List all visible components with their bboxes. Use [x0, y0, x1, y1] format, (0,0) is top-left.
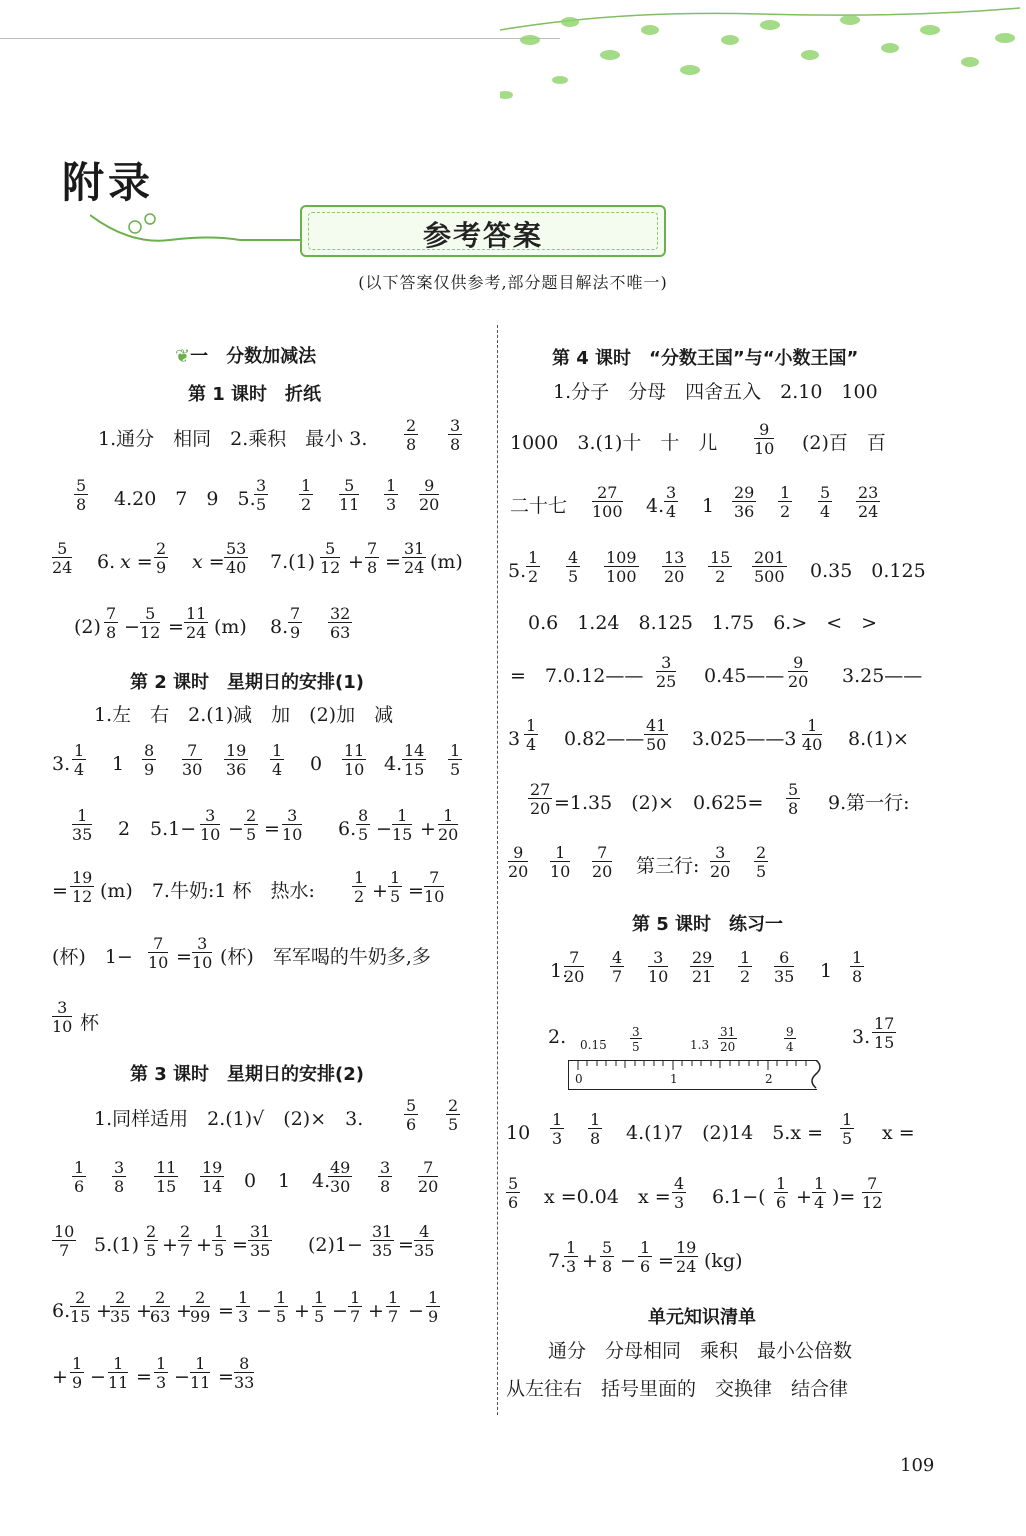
banner-title: 参考答案 — [422, 219, 543, 252]
page-title: 附录 — [62, 158, 155, 207]
lesson-4-title: 第 4 课时 “分数王国”与“小数王国” — [552, 348, 859, 369]
page-number: 109 — [900, 1455, 935, 1476]
answers-banner — [300, 205, 666, 257]
l4-row-5: 0.6 1.24 8.125 1.75 6.> < > — [528, 612, 878, 634]
lesson-5-title: 第 5 课时 练习一 — [632, 914, 784, 935]
unit-title: ❦一 分数加减法 — [175, 346, 317, 367]
ruler-ticks — [568, 1060, 830, 1091]
summary-line-2: 从左往右 括号里面的 交换律 结合律 — [506, 1378, 849, 1400]
ruler-frac-3-5: $\frac{3}{5}$ — [632, 1025, 640, 1054]
leaf-branch-decoration — [500, 0, 1020, 110]
l5-row-2-label: 2. — [548, 1026, 567, 1048]
answers-note: (以下答案仅供参考,部分题目解法不唯一) — [358, 273, 668, 292]
lesson-2-title: 第 2 课时 星期日的安排(1) — [130, 672, 365, 693]
ruler-tick-1: 1 — [670, 1072, 678, 1086]
l2-row-1: 1.左 右 2.(1)减 加 (2)加 减 — [94, 704, 394, 726]
column-divider — [497, 325, 498, 1415]
vine-decoration-icon — [90, 205, 320, 255]
ruler-tick-2: 2 — [765, 1072, 773, 1086]
summary-line-1: 通分 分母相同 乘积 最小公倍数 — [548, 1340, 853, 1362]
leaf-branch-icon — [500, 0, 1020, 110]
l4-row-1: 1.分子 分母 四舍五入 2.10 100 — [553, 381, 878, 403]
summary-title: 单元知识清单 — [648, 1307, 756, 1328]
ruler-label-015: 0.15 — [580, 1038, 607, 1052]
ruler-frac-31-20: $\frac{31}{20}$ — [720, 1025, 736, 1054]
ruler-label-13: 1.3 — [690, 1038, 710, 1052]
header-rule — [0, 38, 560, 39]
lesson-3-title: 第 3 课时 星期日的安排(2) — [130, 1064, 365, 1085]
sprout-icon: ❦ — [175, 346, 191, 367]
lesson-1-title: 第 1 课时 折纸 — [188, 384, 322, 405]
ruler-tick-0: 0 — [575, 1072, 583, 1086]
ruler-frac-9-4: $\frac{9}{4}$ — [786, 1025, 794, 1054]
number-line-ruler — [568, 1024, 830, 1096]
